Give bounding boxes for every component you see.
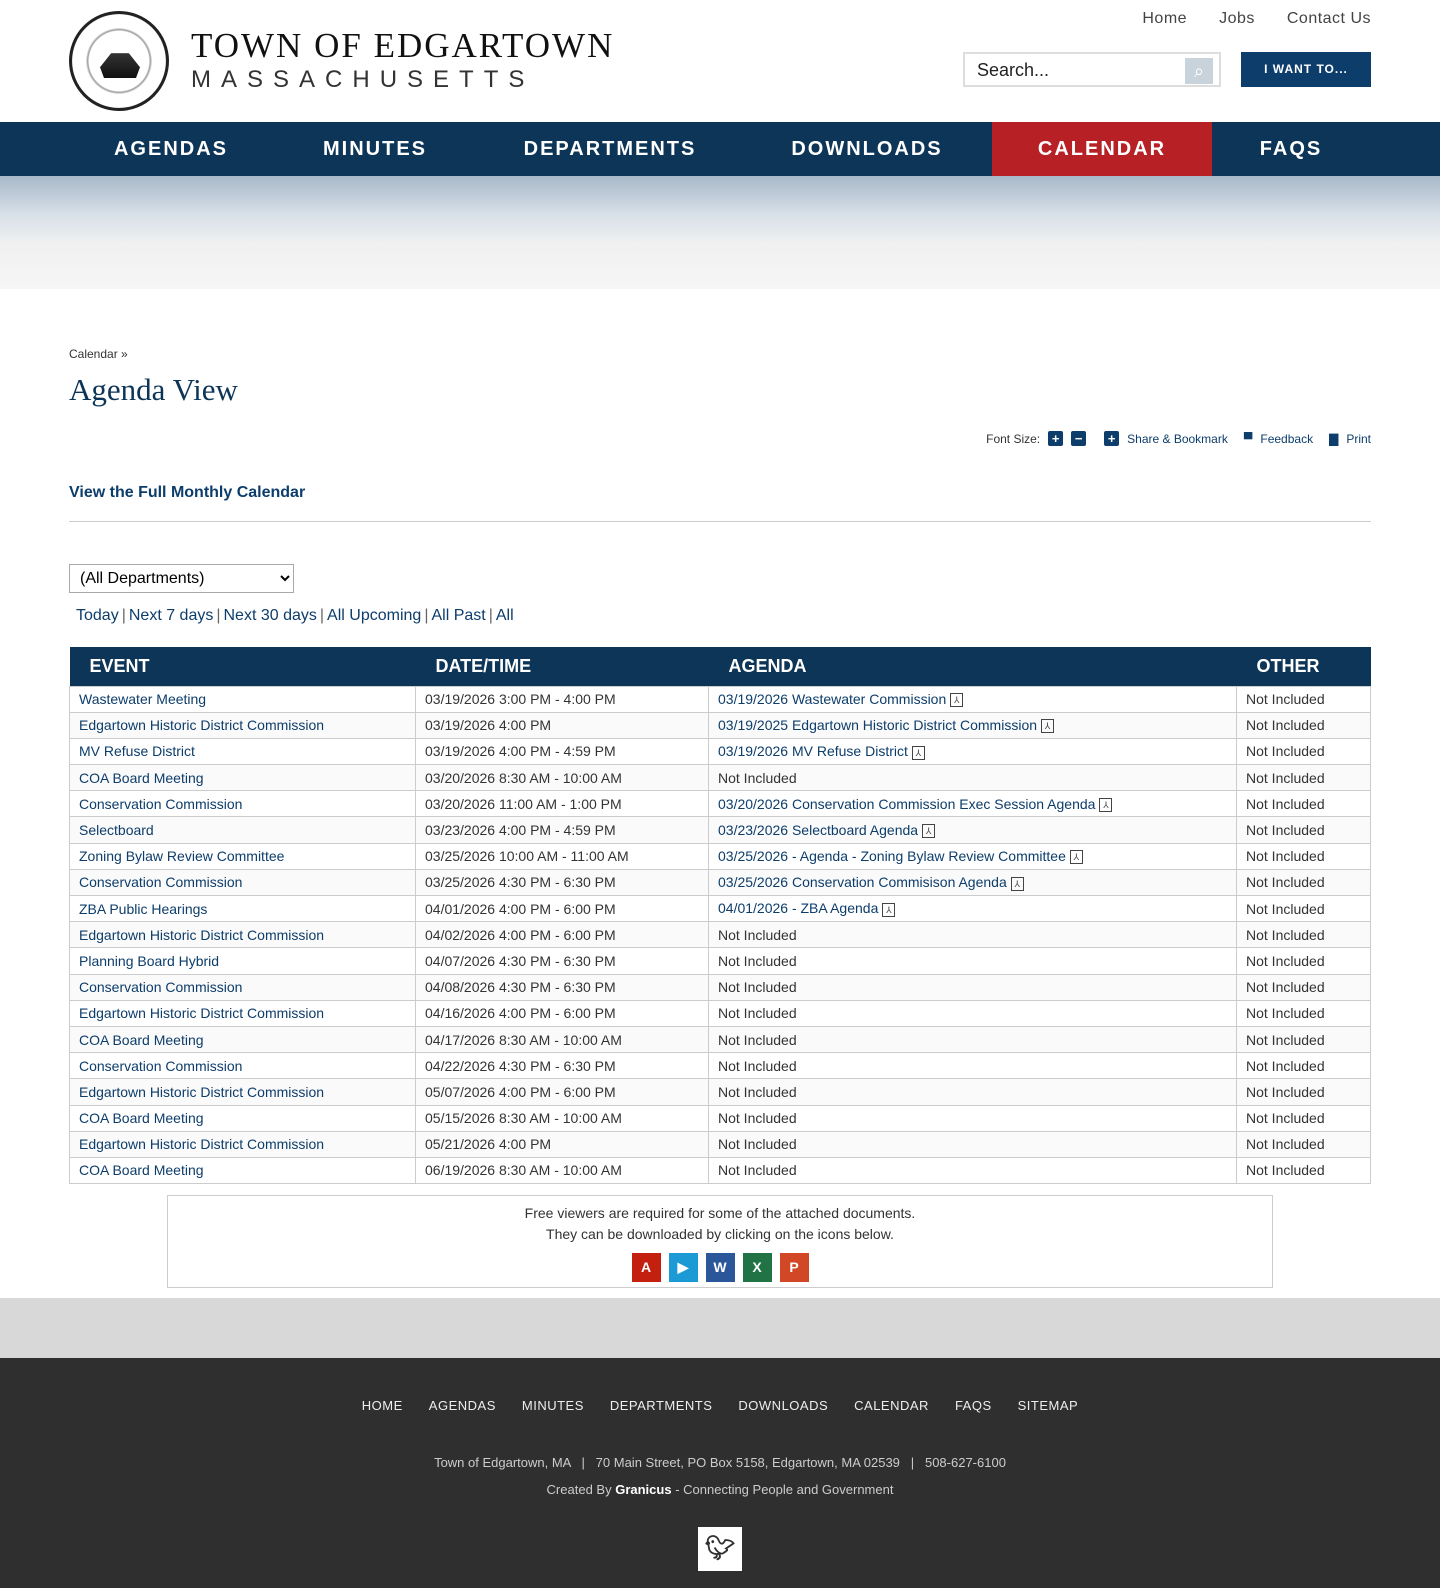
other-cell: Not Included xyxy=(1237,1053,1371,1079)
other-cell: Not Included xyxy=(1237,974,1371,1000)
print-icon[interactable]: ▇ xyxy=(1329,431,1339,446)
agenda-link[interactable]: 03/23/2026 Selectboard Agenda xyxy=(718,821,919,838)
font-decrease-icon[interactable]: − xyxy=(1071,431,1086,446)
footer-address: Town of Edgartown, MA | 70 Main Street, PO Box 5158, Edgartown, MA 02539 | 508-627-6100 xyxy=(434,1455,1006,1470)
datetime-cell: 05/07/2026 4:00 PM - 6:00 PM xyxy=(416,1079,709,1105)
agenda-header: AGENDA xyxy=(709,647,1237,686)
event-cell xyxy=(70,686,416,712)
sort-datetime-header[interactable]: DATE/TIME xyxy=(435,655,532,676)
other-cell: Not Included xyxy=(1237,896,1371,922)
font-increase-icon[interactable]: + xyxy=(1048,431,1063,446)
site-subtitle: MASSACHUSETTS xyxy=(191,66,535,93)
event-link[interactable]: Planning Board Hybrid xyxy=(79,952,220,969)
excel-viewer-icon[interactable]: X xyxy=(743,1253,772,1282)
other-cell: Not Included xyxy=(1237,791,1371,817)
event-link[interactable]: Edgartown Historic District Commission xyxy=(79,1136,325,1153)
datetime-cell: 03/19/2026 3:00 PM - 4:00 PM xyxy=(416,686,709,712)
event-link[interactable]: Conservation Commission xyxy=(79,979,243,996)
pdf-icon[interactable]: ⅄ xyxy=(950,693,963,707)
top-links xyxy=(1142,10,1371,28)
datetime-cell: 04/22/2026 4:30 PM - 6:30 PM xyxy=(416,1053,709,1079)
agenda-cell xyxy=(709,896,1237,922)
search-icon[interactable]: ⌕ xyxy=(1185,58,1213,84)
event-link[interactable]: COA Board Meeting xyxy=(79,1031,204,1048)
other-header: OTHER xyxy=(1237,647,1371,686)
filter-all-past[interactable]: All Past xyxy=(431,607,486,624)
search-placeholder: Search... xyxy=(977,60,1050,80)
event-link[interactable]: COA Board Meeting xyxy=(79,1162,204,1179)
full-monthly-calendar-link[interactable]: View the Full Monthly Calendar xyxy=(69,484,306,501)
event-link[interactable]: Edgartown Historic District Commission xyxy=(79,1083,325,1100)
datetime-cell: 03/19/2026 4:00 PM xyxy=(416,712,709,738)
event-link[interactable]: Conservation Commission xyxy=(79,1057,243,1074)
agenda-link[interactable]: 03/19/2026 MV Refuse District xyxy=(718,743,908,760)
agenda-cell xyxy=(709,686,1237,712)
datetime-cell: 03/25/2026 10:00 AM - 11:00 AM xyxy=(416,843,709,869)
table-row xyxy=(70,843,1371,869)
main-nav xyxy=(0,122,1440,176)
font-size-label: Font Size: xyxy=(986,431,1041,446)
table-row xyxy=(70,686,1371,712)
other-cell: Not Included xyxy=(1237,843,1371,869)
footer-tagline: - Connecting People and Government xyxy=(675,1482,894,1497)
agenda-cell: Not Included xyxy=(709,1157,1237,1183)
table-row xyxy=(70,1000,1371,1026)
agenda-cell: Not Included xyxy=(709,1053,1237,1079)
event-link[interactable]: MV Refuse District xyxy=(79,743,195,760)
event-cell xyxy=(70,1079,416,1105)
other-cell: Not Included xyxy=(1237,1157,1371,1183)
powerpoint-viewer-icon[interactable]: P xyxy=(780,1253,809,1282)
pdf-icon[interactable]: ⅄ xyxy=(1041,719,1054,733)
footer-link-agendas[interactable]: AGENDAS xyxy=(428,1398,496,1413)
event-cell xyxy=(70,948,416,974)
table-row xyxy=(70,738,1371,764)
datetime-cell: 04/02/2026 4:00 PM - 6:00 PM xyxy=(416,922,709,948)
table-row xyxy=(70,1053,1371,1079)
top-link-contact[interactable]: Contact Us xyxy=(1286,10,1371,27)
event-cell xyxy=(70,1000,416,1026)
agenda-cell: Not Included xyxy=(709,1079,1237,1105)
table-row xyxy=(70,869,1371,895)
datetime-cell: 03/20/2026 11:00 AM - 1:00 PM xyxy=(416,791,709,817)
footer-link-downloads[interactable]: DOWNLOADS xyxy=(738,1398,829,1413)
footer-spacer xyxy=(0,1298,1440,1358)
event-cell xyxy=(70,896,416,922)
nav-minutes[interactable]: MINUTES xyxy=(323,138,427,160)
agenda-cell: Not Included xyxy=(709,1000,1237,1026)
footer-link-minutes[interactable]: MINUTES xyxy=(521,1398,584,1413)
event-link[interactable]: Conservation Commission xyxy=(79,795,243,812)
agenda-cell: Not Included xyxy=(709,922,1237,948)
event-cell xyxy=(70,1105,416,1131)
nav-departments[interactable]: DEPARTMENTS xyxy=(523,138,697,160)
other-cell: Not Included xyxy=(1237,738,1371,764)
datetime-cell: 04/17/2026 8:30 AM - 10:00 AM xyxy=(416,1026,709,1052)
agenda-cell: Not Included xyxy=(709,974,1237,1000)
event-link[interactable]: Wastewater Meeting xyxy=(79,691,207,708)
table-row xyxy=(70,791,1371,817)
share-bookmark-link[interactable]: Share & Bookmark xyxy=(1127,431,1228,446)
sort-event-header[interactable]: EVENT xyxy=(89,655,150,676)
footer-link-faqs[interactable]: FAQS xyxy=(954,1398,992,1413)
viewers-line-2: They can be downloaded by clicking on the icons below. xyxy=(546,1226,894,1242)
event-cell xyxy=(70,974,416,1000)
table-row xyxy=(70,765,1371,791)
table-row xyxy=(70,1105,1371,1131)
breadcrumb[interactable]: Calendar » xyxy=(69,347,128,361)
event-cell xyxy=(70,817,416,843)
agenda-cell xyxy=(709,843,1237,869)
divider xyxy=(69,521,1371,522)
print-link[interactable]: Print xyxy=(1346,431,1371,446)
agenda-cell xyxy=(709,712,1237,738)
pdf-icon[interactable]: ⅄ xyxy=(1011,877,1024,891)
other-cell: Not Included xyxy=(1237,817,1371,843)
pdf-icon[interactable]: ⅄ xyxy=(912,746,925,760)
top-link-jobs[interactable]: Jobs xyxy=(1219,10,1255,27)
event-cell xyxy=(70,738,416,764)
table-row xyxy=(70,712,1371,738)
datetime-cell: 05/21/2026 4:00 PM xyxy=(416,1131,709,1157)
other-cell: Not Included xyxy=(1237,712,1371,738)
nav-faqs[interactable]: FAQS xyxy=(1259,138,1323,160)
filter-all[interactable]: All xyxy=(495,607,514,624)
footer-credit xyxy=(0,1482,1440,1497)
event-link[interactable]: COA Board Meeting xyxy=(79,1110,204,1127)
event-cell xyxy=(70,712,416,738)
event-link[interactable]: Conservation Commission xyxy=(79,874,243,891)
town-seal-logo[interactable] xyxy=(69,11,169,111)
event-cell xyxy=(70,1157,416,1183)
datetime-cell: 04/01/2026 4:00 PM - 6:00 PM xyxy=(416,896,709,922)
event-cell xyxy=(70,922,416,948)
pdf-icon[interactable]: ⅄ xyxy=(922,824,935,838)
event-cell xyxy=(70,1053,416,1079)
other-cell: Not Included xyxy=(1237,1079,1371,1105)
event-link[interactable]: Edgartown Historic District Commission xyxy=(79,717,325,734)
event-link[interactable]: Selectboard xyxy=(79,822,154,839)
filter-today[interactable]: Today xyxy=(76,607,119,624)
pdf-icon[interactable]: ⅄ xyxy=(1099,798,1112,812)
event-cell xyxy=(70,843,416,869)
table-row xyxy=(70,817,1371,843)
other-cell: Not Included xyxy=(1237,686,1371,712)
feedback-icon[interactable]: ▀ xyxy=(1243,431,1253,446)
agenda-link[interactable]: 03/19/2026 Wastewater Commission xyxy=(718,690,947,707)
table-row xyxy=(70,948,1371,974)
date-filters: Today | Next 7 days | Next 30 days | All Upcoming | All Past | All xyxy=(76,607,514,624)
datetime-cell: 03/20/2026 8:30 AM - 10:00 AM xyxy=(416,765,709,791)
agenda-table xyxy=(69,647,1371,1184)
agenda-link[interactable]: 03/25/2026 - Agenda - Zoning Bylaw Review Committee xyxy=(718,848,1066,865)
site-title[interactable]: TOWN OF EDGARTOWN xyxy=(191,26,615,65)
word-viewer-icon[interactable]: W xyxy=(706,1253,735,1282)
agenda-link[interactable]: 04/01/2026 - ZBA Agenda xyxy=(718,900,879,917)
datetime-cell: 06/19/2026 8:30 AM - 10:00 AM xyxy=(416,1157,709,1183)
table-row xyxy=(70,1079,1371,1105)
agenda-cell xyxy=(709,738,1237,764)
table-row xyxy=(70,1026,1371,1052)
agenda-link[interactable]: 03/25/2026 Conservation Commisison Agenda xyxy=(718,874,1007,891)
other-cell: Not Included xyxy=(1237,1105,1371,1131)
table-row xyxy=(70,1131,1371,1157)
event-cell xyxy=(70,869,416,895)
site-footer xyxy=(0,1358,1440,1588)
datetime-cell: 04/16/2026 4:00 PM - 6:00 PM xyxy=(416,1000,709,1026)
event-link[interactable]: Edgartown Historic District Commission xyxy=(79,1005,325,1022)
table-row xyxy=(70,974,1371,1000)
page-title: Agenda View xyxy=(69,372,238,407)
agenda-link[interactable]: 03/20/2026 Conservation Commission Exec Session Agenda xyxy=(718,795,1096,812)
footer-link-calendar[interactable]: CALENDAR xyxy=(854,1398,929,1413)
search-input[interactable] xyxy=(963,52,1221,87)
event-cell xyxy=(70,1131,416,1157)
footer-link-home[interactable]: HOME xyxy=(361,1398,403,1413)
pdf-icon[interactable]: ⅄ xyxy=(882,903,895,917)
table-row xyxy=(70,896,1371,922)
event-cell xyxy=(70,1026,416,1052)
other-cell: Not Included xyxy=(1237,765,1371,791)
nav-downloads[interactable]: DOWNLOADS xyxy=(791,138,943,160)
i-want-to-button[interactable]: I WANT TO... xyxy=(1241,52,1371,87)
agenda-cell: Not Included xyxy=(709,1131,1237,1157)
pdf-icon[interactable]: ⅄ xyxy=(1070,850,1083,864)
share-icon[interactable]: + xyxy=(1104,431,1119,446)
other-cell: Not Included xyxy=(1237,1026,1371,1052)
filter-all-upcoming[interactable]: All Upcoming xyxy=(327,607,422,624)
event-link[interactable]: COA Board Meeting xyxy=(79,769,204,786)
adobe-reader-icon[interactable]: A xyxy=(632,1253,661,1282)
table-row xyxy=(70,1157,1371,1183)
created-by-label: Created By xyxy=(546,1482,612,1497)
viewers-line-1: Free viewers are required for some of the attached documents. xyxy=(524,1205,916,1221)
other-cell: Not Included xyxy=(1237,869,1371,895)
feedback-link[interactable]: Feedback xyxy=(1260,431,1314,446)
datetime-cell: 03/19/2026 4:00 PM - 4:59 PM xyxy=(416,738,709,764)
agenda-cell xyxy=(709,817,1237,843)
agenda-cell xyxy=(709,791,1237,817)
other-cell: Not Included xyxy=(1237,1131,1371,1157)
event-link[interactable]: ZBA Public Hearings xyxy=(79,900,208,917)
agenda-cell: Not Included xyxy=(709,948,1237,974)
event-cell xyxy=(70,765,416,791)
agenda-cell: Not Included xyxy=(709,1105,1237,1131)
site-header xyxy=(0,0,1440,122)
footer-link-sitemap[interactable]: SITEMAP xyxy=(1017,1398,1079,1413)
datetime-cell: 03/23/2026 4:00 PM - 4:59 PM xyxy=(416,817,709,843)
filter-next-7-days[interactable]: Next 7 days xyxy=(128,607,214,624)
event-cell xyxy=(70,791,416,817)
event-link[interactable]: Edgartown Historic District Commission xyxy=(79,926,325,943)
other-cell: Not Included xyxy=(1237,922,1371,948)
datetime-cell: 04/07/2026 4:30 PM - 6:30 PM xyxy=(416,948,709,974)
other-cell: Not Included xyxy=(1237,1000,1371,1026)
other-cell: Not Included xyxy=(1237,948,1371,974)
department-select[interactable] xyxy=(69,564,294,593)
page-tools xyxy=(986,431,1371,446)
agenda-cell xyxy=(709,869,1237,895)
granicus-link[interactable]: Granicus xyxy=(615,1482,672,1497)
media-player-icon[interactable]: ▶ xyxy=(669,1253,698,1282)
datetime-cell: 03/25/2026 4:30 PM - 6:30 PM xyxy=(416,869,709,895)
agenda-cell: Not Included xyxy=(709,1026,1237,1052)
viewer-icons xyxy=(168,1253,1272,1282)
twitter-icon[interactable]: 🐦︎ xyxy=(698,1527,742,1571)
footer-nav xyxy=(0,1398,1440,1413)
datetime-cell: 05/15/2026 8:30 AM - 10:00 AM xyxy=(416,1105,709,1131)
datetime-cell: 04/08/2026 4:30 PM - 6:30 PM xyxy=(416,974,709,1000)
nav-calendar[interactable]: CALENDAR xyxy=(992,122,1212,176)
nav-agendas[interactable]: AGENDAS xyxy=(113,138,228,160)
table-row xyxy=(70,922,1371,948)
event-link[interactable]: Zoning Bylaw Review Committee xyxy=(79,848,285,865)
filter-next-30-days[interactable]: Next 30 days xyxy=(223,607,317,624)
footer-link-departments[interactable]: DEPARTMENTS xyxy=(609,1398,713,1413)
agenda-cell: Not Included xyxy=(709,765,1237,791)
top-link-home[interactable]: Home xyxy=(1142,10,1188,27)
free-viewers-box xyxy=(167,1195,1273,1288)
agenda-link[interactable]: 03/19/2025 Edgartown Historic District Commission xyxy=(718,717,1038,734)
banner-image xyxy=(0,176,1440,289)
